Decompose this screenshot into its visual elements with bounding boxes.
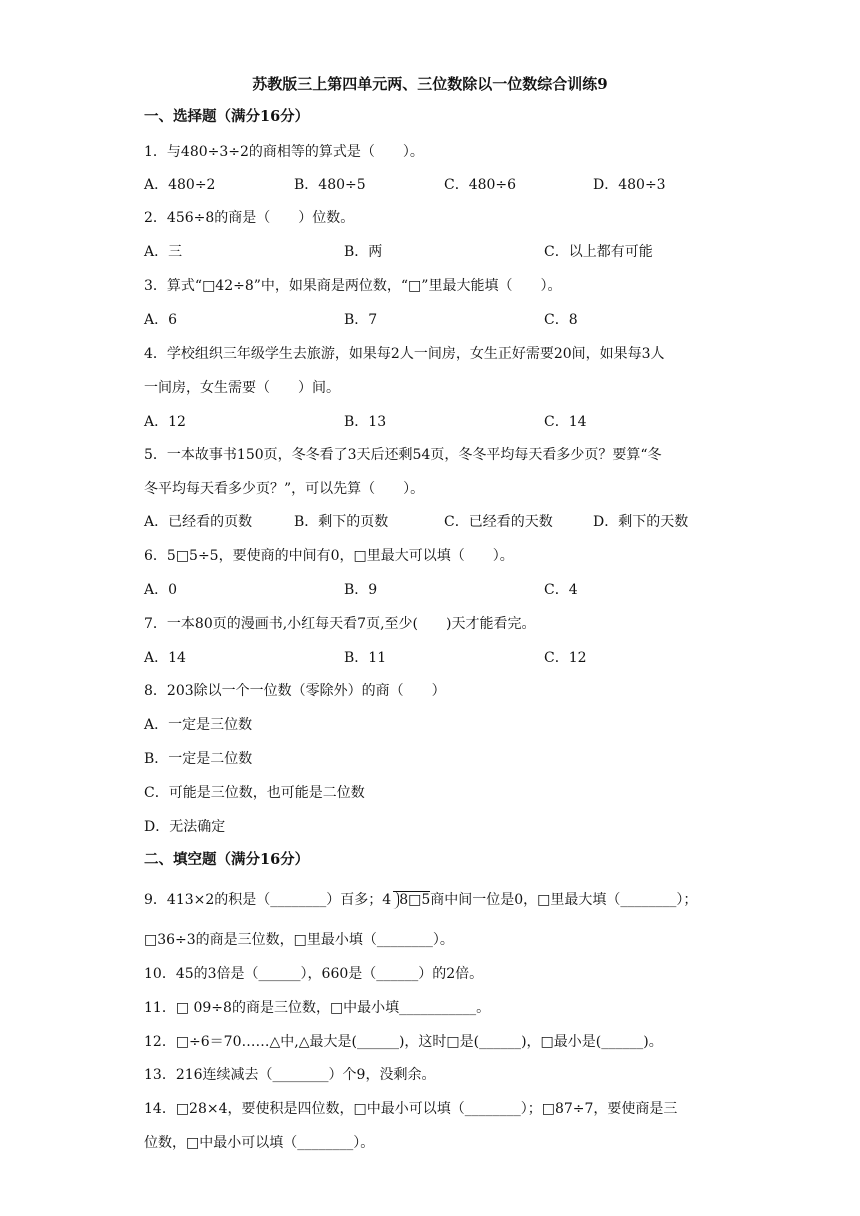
question-13: 13．216连续减去（________）个9，没剩余。 [144,1067,436,1083]
question-14-line-1: 14．□28×4，要使积是四位数，□中最小可以填（________）；□87÷7，要使商是三 [144,1101,678,1117]
option-c: C．480÷6 [444,177,517,193]
question-9-line-2: □36÷3的商是三位数，□里最小填（________）。 [144,932,454,948]
question-9-part-1: 9．413×2的积是（________）百多； [144,892,383,908]
option-a: A．三 [144,244,183,260]
long-division-bracket [393,891,430,909]
option-c: C．已经看的天数 [444,514,553,530]
long-division-divisor: 4 [382,892,392,908]
question-1-stem: 1．与480÷3÷2的商相等的算式是（ ）。 [144,144,424,160]
option-d: D．剩下的天数 [593,514,689,530]
question-8-option-a: A．一定是三位数 [144,717,253,733]
option-a: A．480÷2 [144,177,216,193]
question-4-stem-line-2: 一间房，女生需要（ ）间。 [144,380,340,396]
question-5-stem-line-1: 5．一本故事书150页，冬冬看了3天后还剩54页，冬冬平均每天看多少页？要算“冬 [144,447,662,463]
option-c: C．以上都有可能 [544,244,653,260]
option-b: B．11 [344,650,387,666]
option-b: B．13 [344,414,387,430]
option-a: A．6 [144,312,178,328]
question-7-stem: 7．一本80页的漫画书,小红每天看7页,至少( )天才能看完。 [144,616,536,632]
question-8-stem: 8．203除以一个一位数（零除外）的商（ ） [144,683,446,699]
option-d: D．480÷3 [593,177,666,193]
option-b: B．7 [344,312,378,328]
question-5-stem-line-2: 冬平均每天看多少页？”，可以先算（ ）。 [144,481,425,497]
section-heading-fill-blank: 二、填空题（满分16分） [144,851,310,868]
question-8-option-b: B．一定是二位数 [144,751,253,767]
question-6-stem: 6．5□5÷5，要使商的中间有0，□里最大可以填（ ）。 [144,548,514,564]
option-a: A．12 [144,414,186,430]
question-11: 11．□ 09÷8的商是三位数，□中最小填___________。 [144,1000,491,1016]
long-division-dividend: 8□5 [399,892,431,908]
question-2-stem: 2．456÷8的商是（ ）位数。 [144,210,355,226]
page-title: 苏教版三上第四单元两、三位数除以一位数综合训练9 [252,75,608,93]
question-9-part-2: 商中间一位是0，□里最大填（________）； [430,892,698,908]
option-a: A．已经看的页数 [144,514,253,530]
question-12: 12．□÷6＝70……△中,△最大是(______)，这时□是(______)，□最小是(______)。 [144,1034,663,1050]
option-a: A．14 [144,650,186,666]
option-b: B．9 [344,582,378,598]
option-c: C．4 [544,582,578,598]
option-c: C．14 [544,414,587,430]
option-c: C．12 [544,650,587,666]
option-c: C．8 [544,312,578,328]
question-8-option-c: C．可能是三位数，也可能是二位数 [144,785,365,801]
question-10: 10．45的3倍是（______），660是（______）的2倍。 [144,966,484,982]
section-heading-choice: 一、选择题（满分16分） [144,108,310,125]
question-14-line-2: 位数，□中最小可以填（________）。 [144,1135,375,1151]
question-9-line-1 [144,891,697,909]
option-a: A．0 [144,582,178,598]
option-b: B．480÷5 [294,177,366,193]
option-b: B．两 [344,244,383,260]
question-4-stem-line-1: 4．学校组织三年级学生去旅游，如果每2人一间房，女生正好需要20间，如果每3人 [144,346,665,362]
option-b: B．剩下的页数 [294,514,389,530]
question-3-stem: 3．算式“□42÷8”中，如果商是两位数，“□”里最大能填（ ）。 [144,278,562,294]
question-8-option-d: D．无法确定 [144,819,226,835]
